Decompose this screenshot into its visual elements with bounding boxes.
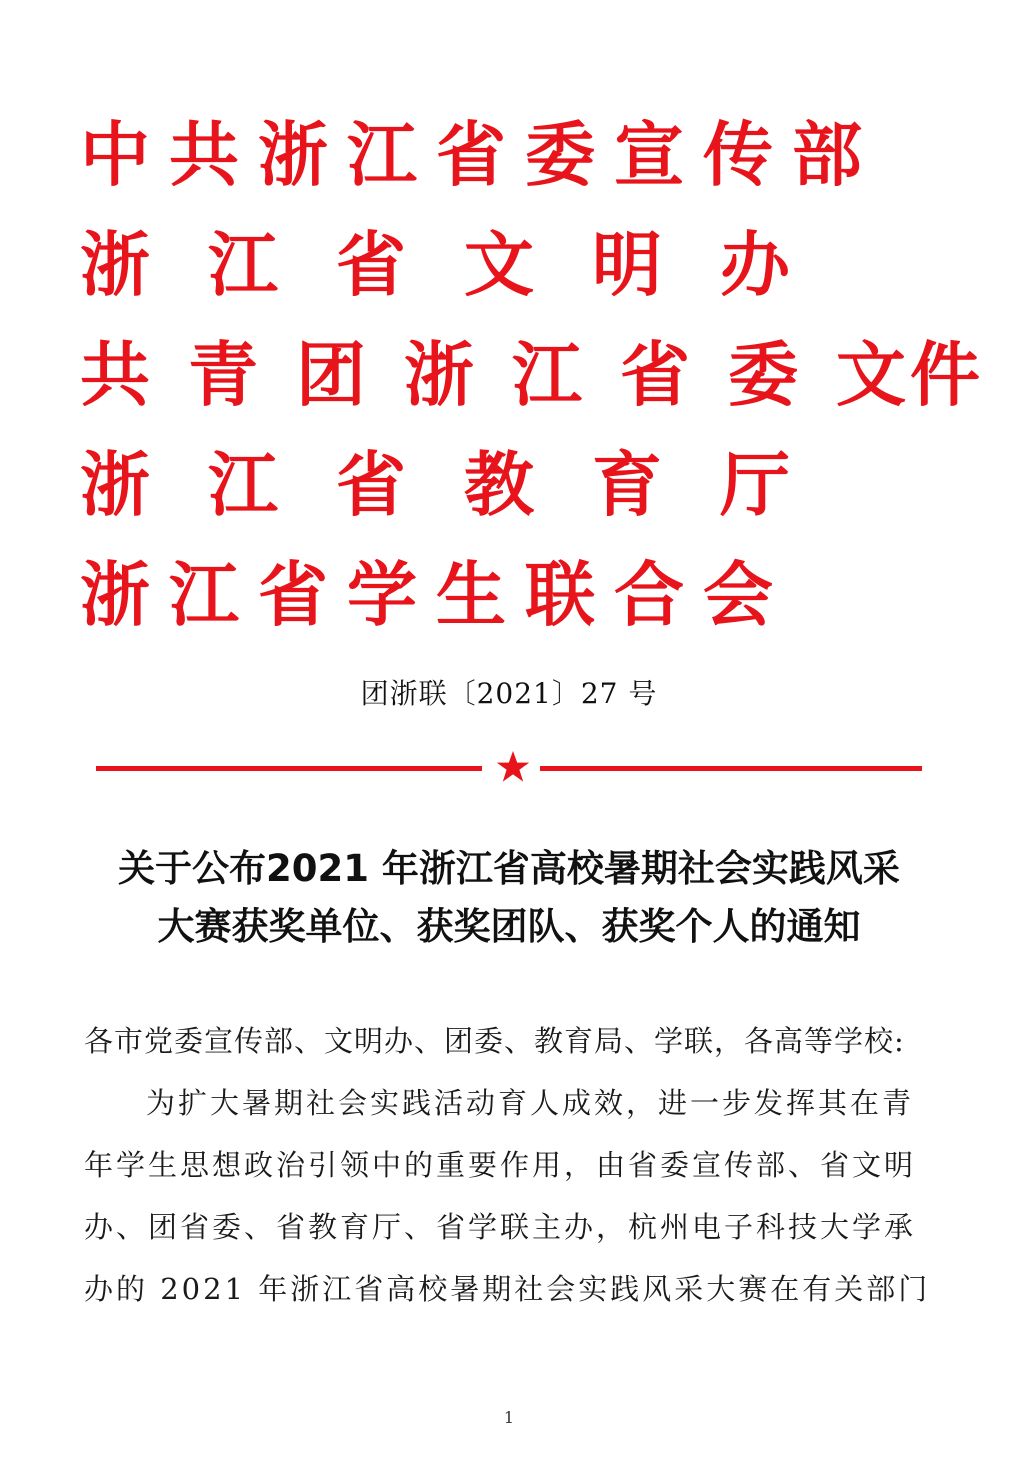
paragraph-line: 年学生思想政治引领中的重要作用，由省委宣传部、省文明 (84, 1148, 917, 1182)
issuer-civilization-office: 浙江省文明办 (80, 224, 848, 306)
issuer-student-federation: 浙江省学生联合会 (80, 554, 792, 636)
issuer-youth-league-name: 共青团浙江省委 (80, 334, 836, 416)
issuer-propaganda-department: 中共浙江省委宣传部 (80, 114, 881, 196)
divider-left-rule (96, 766, 482, 771)
paragraph-line: 办的 2021 年浙江省高校暑期社会实践风采大赛在有关部门 (84, 1272, 931, 1306)
issuer-education-department: 浙江省教育厅 (80, 444, 848, 526)
page-number: 1 (503, 1408, 515, 1427)
document-number: 团浙联〔2021〕27 号 (360, 677, 658, 710)
red-divider (96, 750, 922, 790)
paragraph-line: 为扩大暑期社会实践活动育人成效，进一步发挥其在青 (146, 1086, 915, 1120)
document-body (84, 1010, 944, 1320)
issuer-header (80, 100, 984, 650)
divider-right-rule (540, 766, 922, 771)
paragraph-line: 办、团省委、省教育厅、省学联主办，杭州电子科技大学承 (84, 1210, 917, 1244)
document-title (0, 840, 1018, 956)
document-label: 文件 (836, 334, 984, 416)
issuer-youth-league (80, 320, 984, 430)
title-line-1: 关于公布2021 年浙江省高校暑期社会实践风采 (118, 847, 900, 890)
title-line-2: 大赛获奖单位、获奖团队、获奖个人的通知 (157, 905, 861, 948)
star-icon (496, 750, 530, 784)
star-shape (497, 751, 529, 782)
salutation: 各市党委宣传部、文明办、团委、教育局、学联，各高等学校: (84, 1024, 905, 1058)
